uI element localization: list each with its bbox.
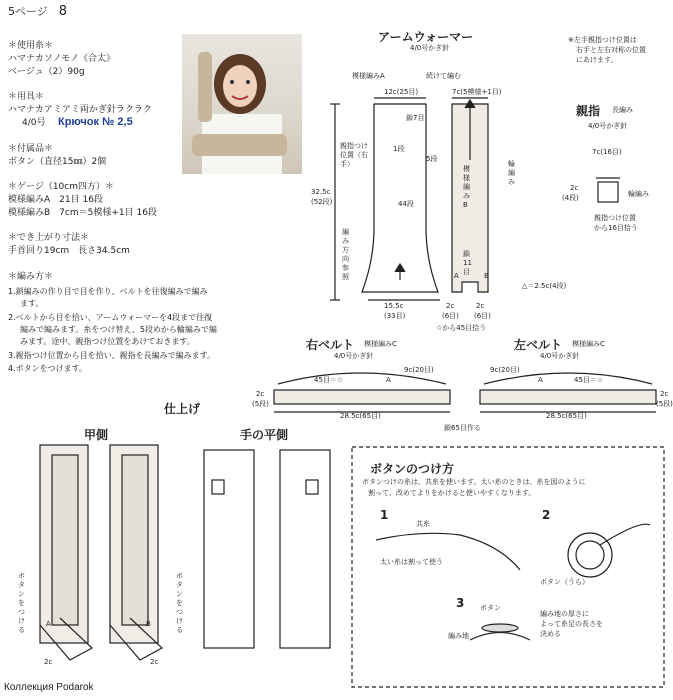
finish-back: 甲側	[84, 428, 109, 442]
button-howto-title: ボタンのつけ方	[370, 462, 455, 476]
belt-right-pattern: 模様編みC	[364, 340, 397, 348]
belt-left-pattern: 模様編みC	[572, 340, 605, 348]
yarn-line2: ベージュ（2）90g	[8, 67, 85, 77]
step2c: みます。途中、親指つけ位置をあけておきます。	[20, 337, 195, 346]
button-label: ボタン	[480, 604, 501, 612]
top-left-dim: 12c(25目)	[384, 88, 419, 96]
col-6a: (6目)	[442, 312, 459, 320]
note-line1: ※左手親指つけ位置は	[568, 36, 637, 44]
thumb-width: 7c(16目)	[592, 148, 622, 156]
page-label: 5ページ 8	[8, 4, 68, 19]
thumb-pick2: から16目拾う	[594, 224, 638, 232]
finish-a: A	[46, 620, 51, 628]
note-line2: 右手と左右対称の位置	[576, 46, 646, 54]
belt-left-width: 28.5c(65目)	[546, 412, 587, 420]
marker-b: B	[484, 272, 489, 280]
button-desc1: ボタンつけの糸は、共糸を使います。太い糸のときは、糸を図のように	[362, 478, 586, 486]
belt-right-a: A	[386, 376, 391, 384]
step4: 4.ボタンをつけます。	[8, 364, 87, 373]
chain65-label: 鎖65目作る	[444, 424, 481, 432]
armwarmer-hook: 4/0号かぎ針	[410, 44, 450, 52]
finish-b: B	[146, 620, 151, 628]
method-title: ＊編み方＊	[8, 272, 54, 282]
finish-title: 仕上げ	[164, 402, 201, 416]
thumb-h: 2c	[570, 184, 579, 192]
belt-left-rows: (5段)	[656, 400, 673, 408]
direction-label: 編み方向参照	[342, 228, 349, 281]
belt-left-title: 左ベルト	[514, 338, 563, 352]
chain7-label: 鎖7目	[406, 114, 425, 122]
button-back-label: ボタン（うら）	[540, 578, 589, 586]
pickup-label: ☆から45目拾う	[436, 324, 487, 332]
bottom-width: 15.5c	[384, 302, 404, 310]
step1a: 1.鎖編みの作り目で目を作り、ベルトを往復編みで編み	[8, 287, 208, 296]
thumb-pick1: 親指つけ位置	[594, 214, 636, 222]
thumb-pos-label: 親指つけ位置（右手）	[340, 142, 368, 168]
height-dim: 32.5c	[311, 188, 331, 196]
belt-left-a: A	[538, 376, 543, 384]
belt-right-h: 2c	[256, 390, 265, 398]
accessories-line: ボタン（直径15㎜）2個	[8, 157, 107, 167]
thumb-title: 親指	[576, 104, 601, 118]
belt-right-rows: (5段)	[252, 400, 269, 408]
pattern-b-label: 模様編みB	[463, 165, 470, 209]
armwarmer-title: アームウォーマー	[378, 30, 474, 44]
top-right-dim: 7c(5模様+1目)	[452, 88, 502, 96]
button-desc2: 割って、改めてよりをかけると使いやすくなります。	[368, 489, 536, 497]
size-title: ＊でき上がり寸法＊	[8, 233, 90, 243]
belt-right-hook: 4/0号かぎ針	[334, 352, 374, 360]
thumb-hook: 4/0号かぎ針	[588, 122, 628, 130]
shank-line3: 決める	[540, 630, 561, 638]
col-2c-left: 2c	[446, 302, 455, 310]
split-label: 太い糸は割って使う	[380, 558, 443, 566]
belt-left-h: 2c	[660, 390, 669, 398]
step-1: 1	[380, 508, 389, 522]
belt-left-st20: 9c(20目)	[490, 366, 520, 374]
chain11-label: 鎖11目	[463, 250, 472, 276]
step1b: ます。	[20, 299, 44, 308]
note-line3: にあけます。	[576, 56, 618, 64]
gauge-a: 模様編みA 21目 16段	[8, 195, 103, 205]
row5-label: 5段	[426, 155, 438, 163]
btn-attach-left: ボタンをつける	[18, 572, 25, 634]
step2b: 編みで編みます。糸をつけ替え、5段めから輪編みで編	[20, 325, 217, 334]
step3: 3.親指つけ位置から目を拾い、親指を長編みで編みます。	[8, 351, 215, 360]
gauge-b: 模様編みB 7cm＝5模様+1目 16段	[8, 208, 157, 218]
yarn-line1: ハマナカソノモノ《合太》	[8, 54, 116, 64]
yarn-label: 共糸	[416, 520, 430, 528]
belt-right-title: 右ベルト	[306, 338, 355, 352]
footer-credit: Коллекция Podarok	[4, 682, 94, 693]
pattern-a-label: 模様編みA	[352, 72, 385, 80]
height-rows: (52段)	[311, 198, 333, 206]
thumb-round: 輪編み	[628, 190, 649, 198]
thumb-rows: (4段)	[562, 194, 579, 202]
finish-palm: 手の平側	[240, 428, 289, 442]
rows44-label: 44段	[398, 200, 414, 208]
triangle-note: △＝2.5c(4段)	[522, 282, 567, 290]
bottom-stitches: (33目)	[384, 312, 406, 320]
belt-right-width: 28.5c(65目)	[340, 412, 381, 420]
finish-2c-a: 2c	[44, 658, 53, 666]
gauge-title: ＊ゲージ（10cm四方）＊	[8, 182, 114, 192]
thumb-stitch: 長編み	[612, 106, 633, 114]
belt-right-st20: 9c(20目)	[404, 366, 434, 374]
accessories-title: ＊付属品＊	[8, 144, 54, 154]
belt-right-st45: 45目＝☆	[314, 376, 344, 384]
hook-size-note: Крючок № 2,5	[58, 116, 133, 128]
belt-left-st45: 45目＝☆	[574, 376, 604, 384]
yarn-title: ＊使用糸＊	[8, 41, 54, 51]
size-line: 手首回り19cm 長さ34.5cm	[8, 246, 130, 256]
marker-a: A	[454, 272, 459, 280]
tools-line2: 4/0号	[22, 118, 46, 128]
finish-2c-b: 2c	[150, 658, 159, 666]
shank-line1: 編み地の厚さに	[540, 610, 589, 618]
continue-label: 続けて編む	[426, 72, 461, 80]
shank-line2: よって糸足の長さを	[540, 620, 603, 628]
row1-label: 1段	[393, 145, 405, 153]
tools-line1: ハマナカアミアミ両かぎ針ラクラク	[8, 105, 152, 115]
tools-title: ＊用具＊	[8, 92, 45, 102]
col-2c-right: 2c	[476, 302, 485, 310]
col-6b: (6目)	[474, 312, 491, 320]
round-knit-label: 輪編み	[508, 160, 515, 186]
btn-attach-right: ボタンをつける	[176, 572, 183, 634]
step2a: 2.ベルトから目を拾い、アームウォーマーを4段まで往復	[8, 313, 213, 322]
belt-left-hook: 4/0号かぎ針	[540, 352, 580, 360]
fabric-label: 編み地	[448, 632, 469, 640]
step-3: 3	[456, 596, 465, 610]
step-2: 2	[542, 508, 551, 522]
